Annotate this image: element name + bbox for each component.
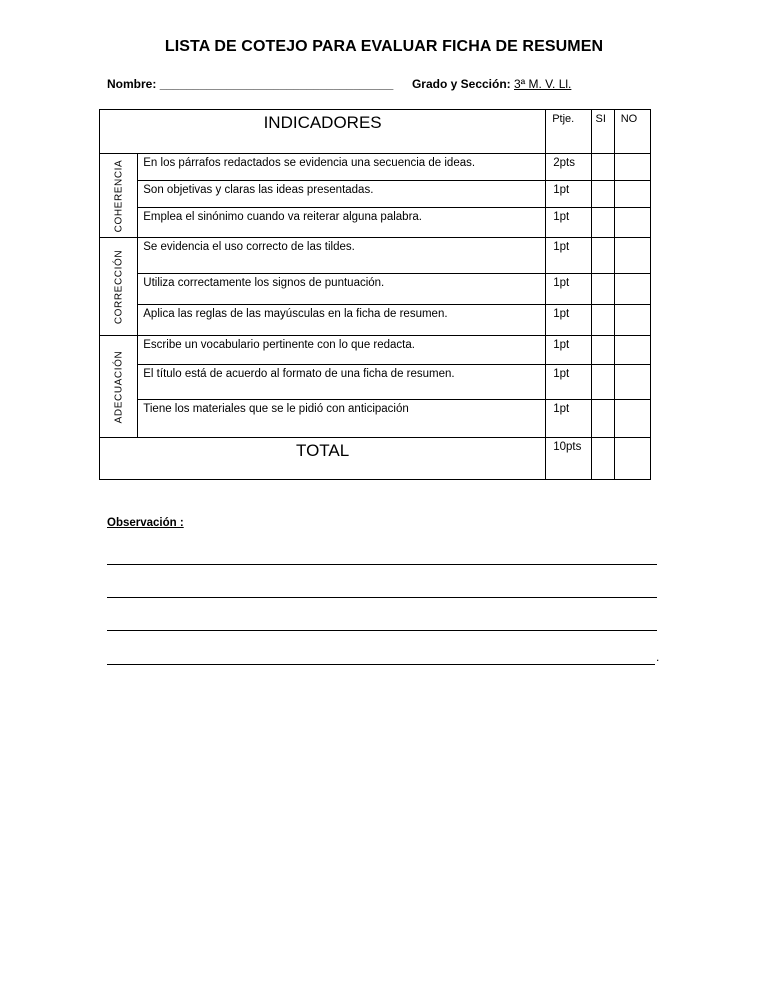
observation-label: Observación : xyxy=(107,517,184,529)
yes-checkbox-cell[interactable] xyxy=(591,274,614,305)
header-yes: SI xyxy=(591,110,614,154)
header-indicators: INDICADORES xyxy=(100,110,546,154)
indicator-cell: Son objetivas y claras las ideas presentadas. xyxy=(138,181,546,208)
yes-checkbox-cell[interactable] xyxy=(591,305,614,336)
observation-end-mark: . xyxy=(656,650,660,664)
no-checkbox-cell[interactable] xyxy=(614,305,650,336)
indicator-cell: Utiliza correctamente los signos de puntuación. xyxy=(138,274,546,305)
points-cell: 2pts xyxy=(546,154,591,181)
header-no: NO xyxy=(614,110,650,154)
observation-line-1[interactable] xyxy=(107,564,657,565)
grade-label: Grado y Sección: xyxy=(411,77,511,91)
total-no-cell[interactable] xyxy=(614,438,650,480)
category-correccion: CORRECCIÓN xyxy=(100,238,138,336)
points-cell: 1pt xyxy=(546,336,591,365)
table-row xyxy=(100,365,651,400)
no-checkbox-cell[interactable] xyxy=(614,208,650,238)
header-points: Ptje. xyxy=(546,110,591,154)
yes-checkbox-cell[interactable] xyxy=(591,336,614,365)
table-row xyxy=(100,400,651,438)
points-cell: 1pt xyxy=(546,400,591,438)
points-cell: 1pt xyxy=(546,305,591,336)
table-row xyxy=(100,208,651,238)
indicator-cell: Se evidencia el uso correcto de las tildes. xyxy=(138,238,546,274)
indicator-cell: Emplea el sinónimo cuando va reiterar alguna palabra. xyxy=(138,208,546,238)
table-row xyxy=(100,274,651,305)
points-cell: 1pt xyxy=(546,365,591,400)
no-checkbox-cell[interactable] xyxy=(614,181,650,208)
points-cell: 1pt xyxy=(546,238,591,274)
table-row xyxy=(100,238,651,274)
checklist-table xyxy=(99,109,651,480)
observation-line-4[interactable] xyxy=(107,664,655,665)
no-checkbox-cell[interactable] xyxy=(614,365,650,400)
total-row xyxy=(100,438,651,480)
category-coherencia: COHERENCIA xyxy=(100,154,138,238)
yes-checkbox-cell[interactable] xyxy=(591,208,614,238)
table-row xyxy=(100,181,651,208)
table-header-row xyxy=(100,110,651,154)
observation-line-2[interactable] xyxy=(107,597,657,598)
page-title: LISTA DE COTEJO PARA EVALUAR FICHA DE RESUMEN xyxy=(164,38,604,55)
points-cell: 1pt xyxy=(546,181,591,208)
no-checkbox-cell[interactable] xyxy=(614,274,650,305)
name-blank: ___________________________________ xyxy=(159,77,394,91)
yes-checkbox-cell[interactable] xyxy=(591,400,614,438)
points-cell: 1pt xyxy=(546,274,591,305)
name-label: Nombre: xyxy=(107,77,157,91)
yes-checkbox-cell[interactable] xyxy=(591,365,614,400)
observation-line-3[interactable] xyxy=(107,630,657,631)
yes-checkbox-cell[interactable] xyxy=(591,238,614,274)
indicator-cell: Escribe un vocabulario pertinente con lo que redacta. xyxy=(138,336,546,365)
no-checkbox-cell[interactable] xyxy=(614,154,650,181)
category-adecuacion: ADECUACIÓN xyxy=(100,336,138,438)
table-row xyxy=(100,305,651,336)
grade-value: 3ª M. V. Ll. xyxy=(514,77,572,91)
name-grade-line xyxy=(107,77,571,91)
table-row xyxy=(100,336,651,365)
yes-checkbox-cell[interactable] xyxy=(591,181,614,208)
indicator-cell: El título está de acuerdo al formato de una ficha de resumen. xyxy=(138,365,546,400)
total-points: 10pts xyxy=(546,438,591,480)
no-checkbox-cell[interactable] xyxy=(614,336,650,365)
indicator-cell: Aplica las reglas de las mayúsculas en la ficha de resumen. xyxy=(138,305,546,336)
indicator-cell: En los párrafos redactados se evidencia una secuencia de ideas. xyxy=(138,154,546,181)
total-label: TOTAL xyxy=(100,438,546,480)
points-cell: 1pt xyxy=(546,208,591,238)
table-row xyxy=(100,154,651,181)
indicator-cell: Tiene los materiales que se le pidió con anticipación xyxy=(138,400,546,438)
no-checkbox-cell[interactable] xyxy=(614,238,650,274)
yes-checkbox-cell[interactable] xyxy=(591,154,614,181)
total-yes-cell[interactable] xyxy=(591,438,614,480)
no-checkbox-cell[interactable] xyxy=(614,400,650,438)
